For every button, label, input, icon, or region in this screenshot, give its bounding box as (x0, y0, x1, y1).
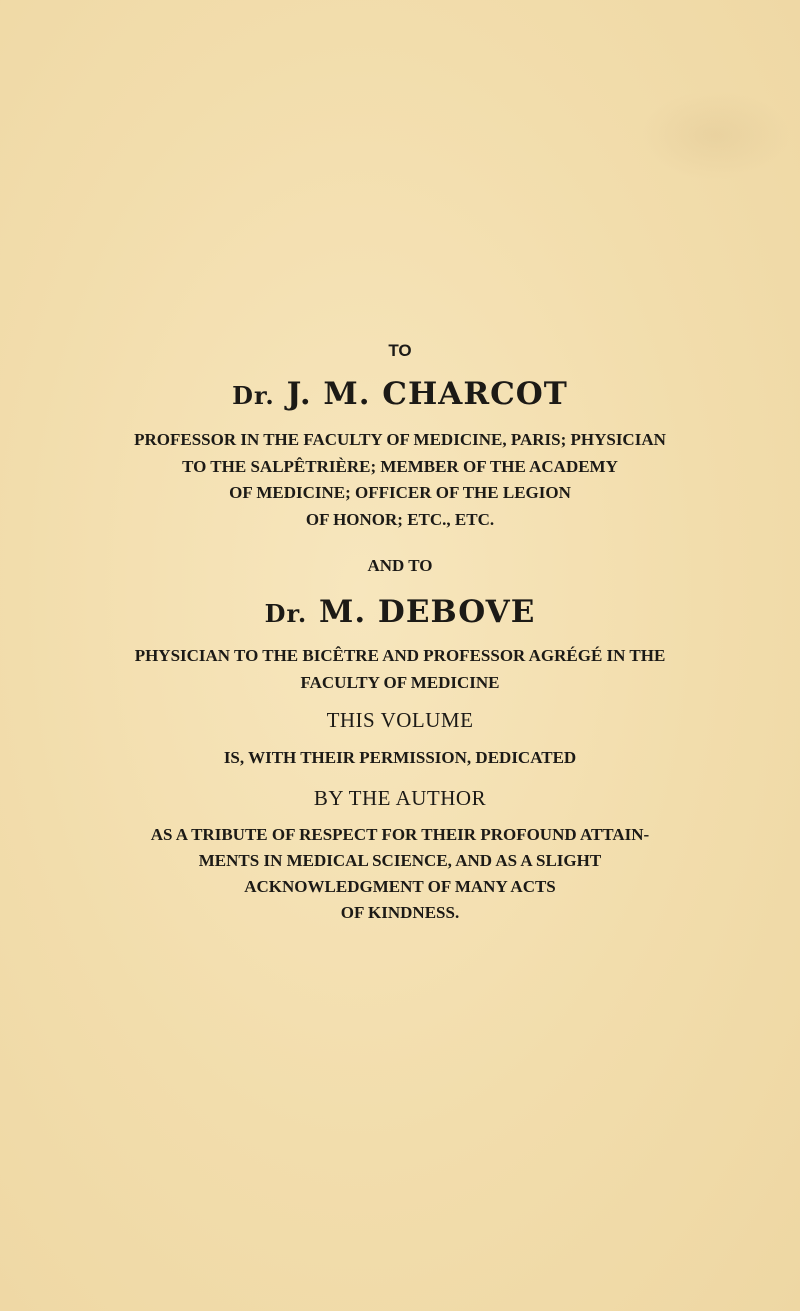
tribute-line: MENTS IN MEDICAL SCIENCE, AND AS A SLIGHT (198, 851, 602, 870)
charcot-title-line: OF MEDICINE; OFFICER OF THE LEGION (229, 483, 571, 502)
tribute-line: ACKNOWLEDGMENT OF MANY ACTS (244, 877, 556, 896)
by-author: BY THE AUTHOR (313, 786, 487, 810)
this-volume: THIS VOLUME (326, 708, 474, 732)
dedicatee-name: J. M. CHARCOT (286, 376, 568, 412)
honorific-prefix: Dr. (264, 599, 308, 628)
dedicatee-debove (0, 594, 800, 630)
debove-title-line: PHYSICIAN TO THE BICÊTRE AND PROFESSOR AGRÉGÉ IN THE (134, 646, 666, 665)
dedicatee-charcot (0, 376, 800, 412)
dedication-and-to: AND TO (367, 556, 433, 575)
charcot-title-line: OF HONOR; ETC., ETC. (305, 510, 495, 529)
dedicatee-name: M. DEBOVE (319, 594, 536, 630)
honorific-prefix: Dr. (232, 381, 275, 410)
tribute-line: OF KINDNESS. (340, 903, 460, 922)
charcot-title-line: TO THE SALPÊTRIÈRE; MEMBER OF THE ACADEMY (182, 457, 618, 476)
dedication-to: TO (388, 341, 412, 360)
dedicated-line: IS, WITH THEIR PERMISSION, DEDICATED (223, 748, 577, 767)
page-stain (640, 90, 790, 180)
charcot-title-line: PROFESSOR IN THE FACULTY OF MEDICINE, PARIS; PHYSICIAN (134, 430, 666, 449)
tribute-line: AS A TRIBUTE OF RESPECT FOR THEIR PROFOUND ATTAIN- (150, 825, 650, 844)
debove-title-line: FACULTY OF MEDICINE (300, 673, 500, 692)
